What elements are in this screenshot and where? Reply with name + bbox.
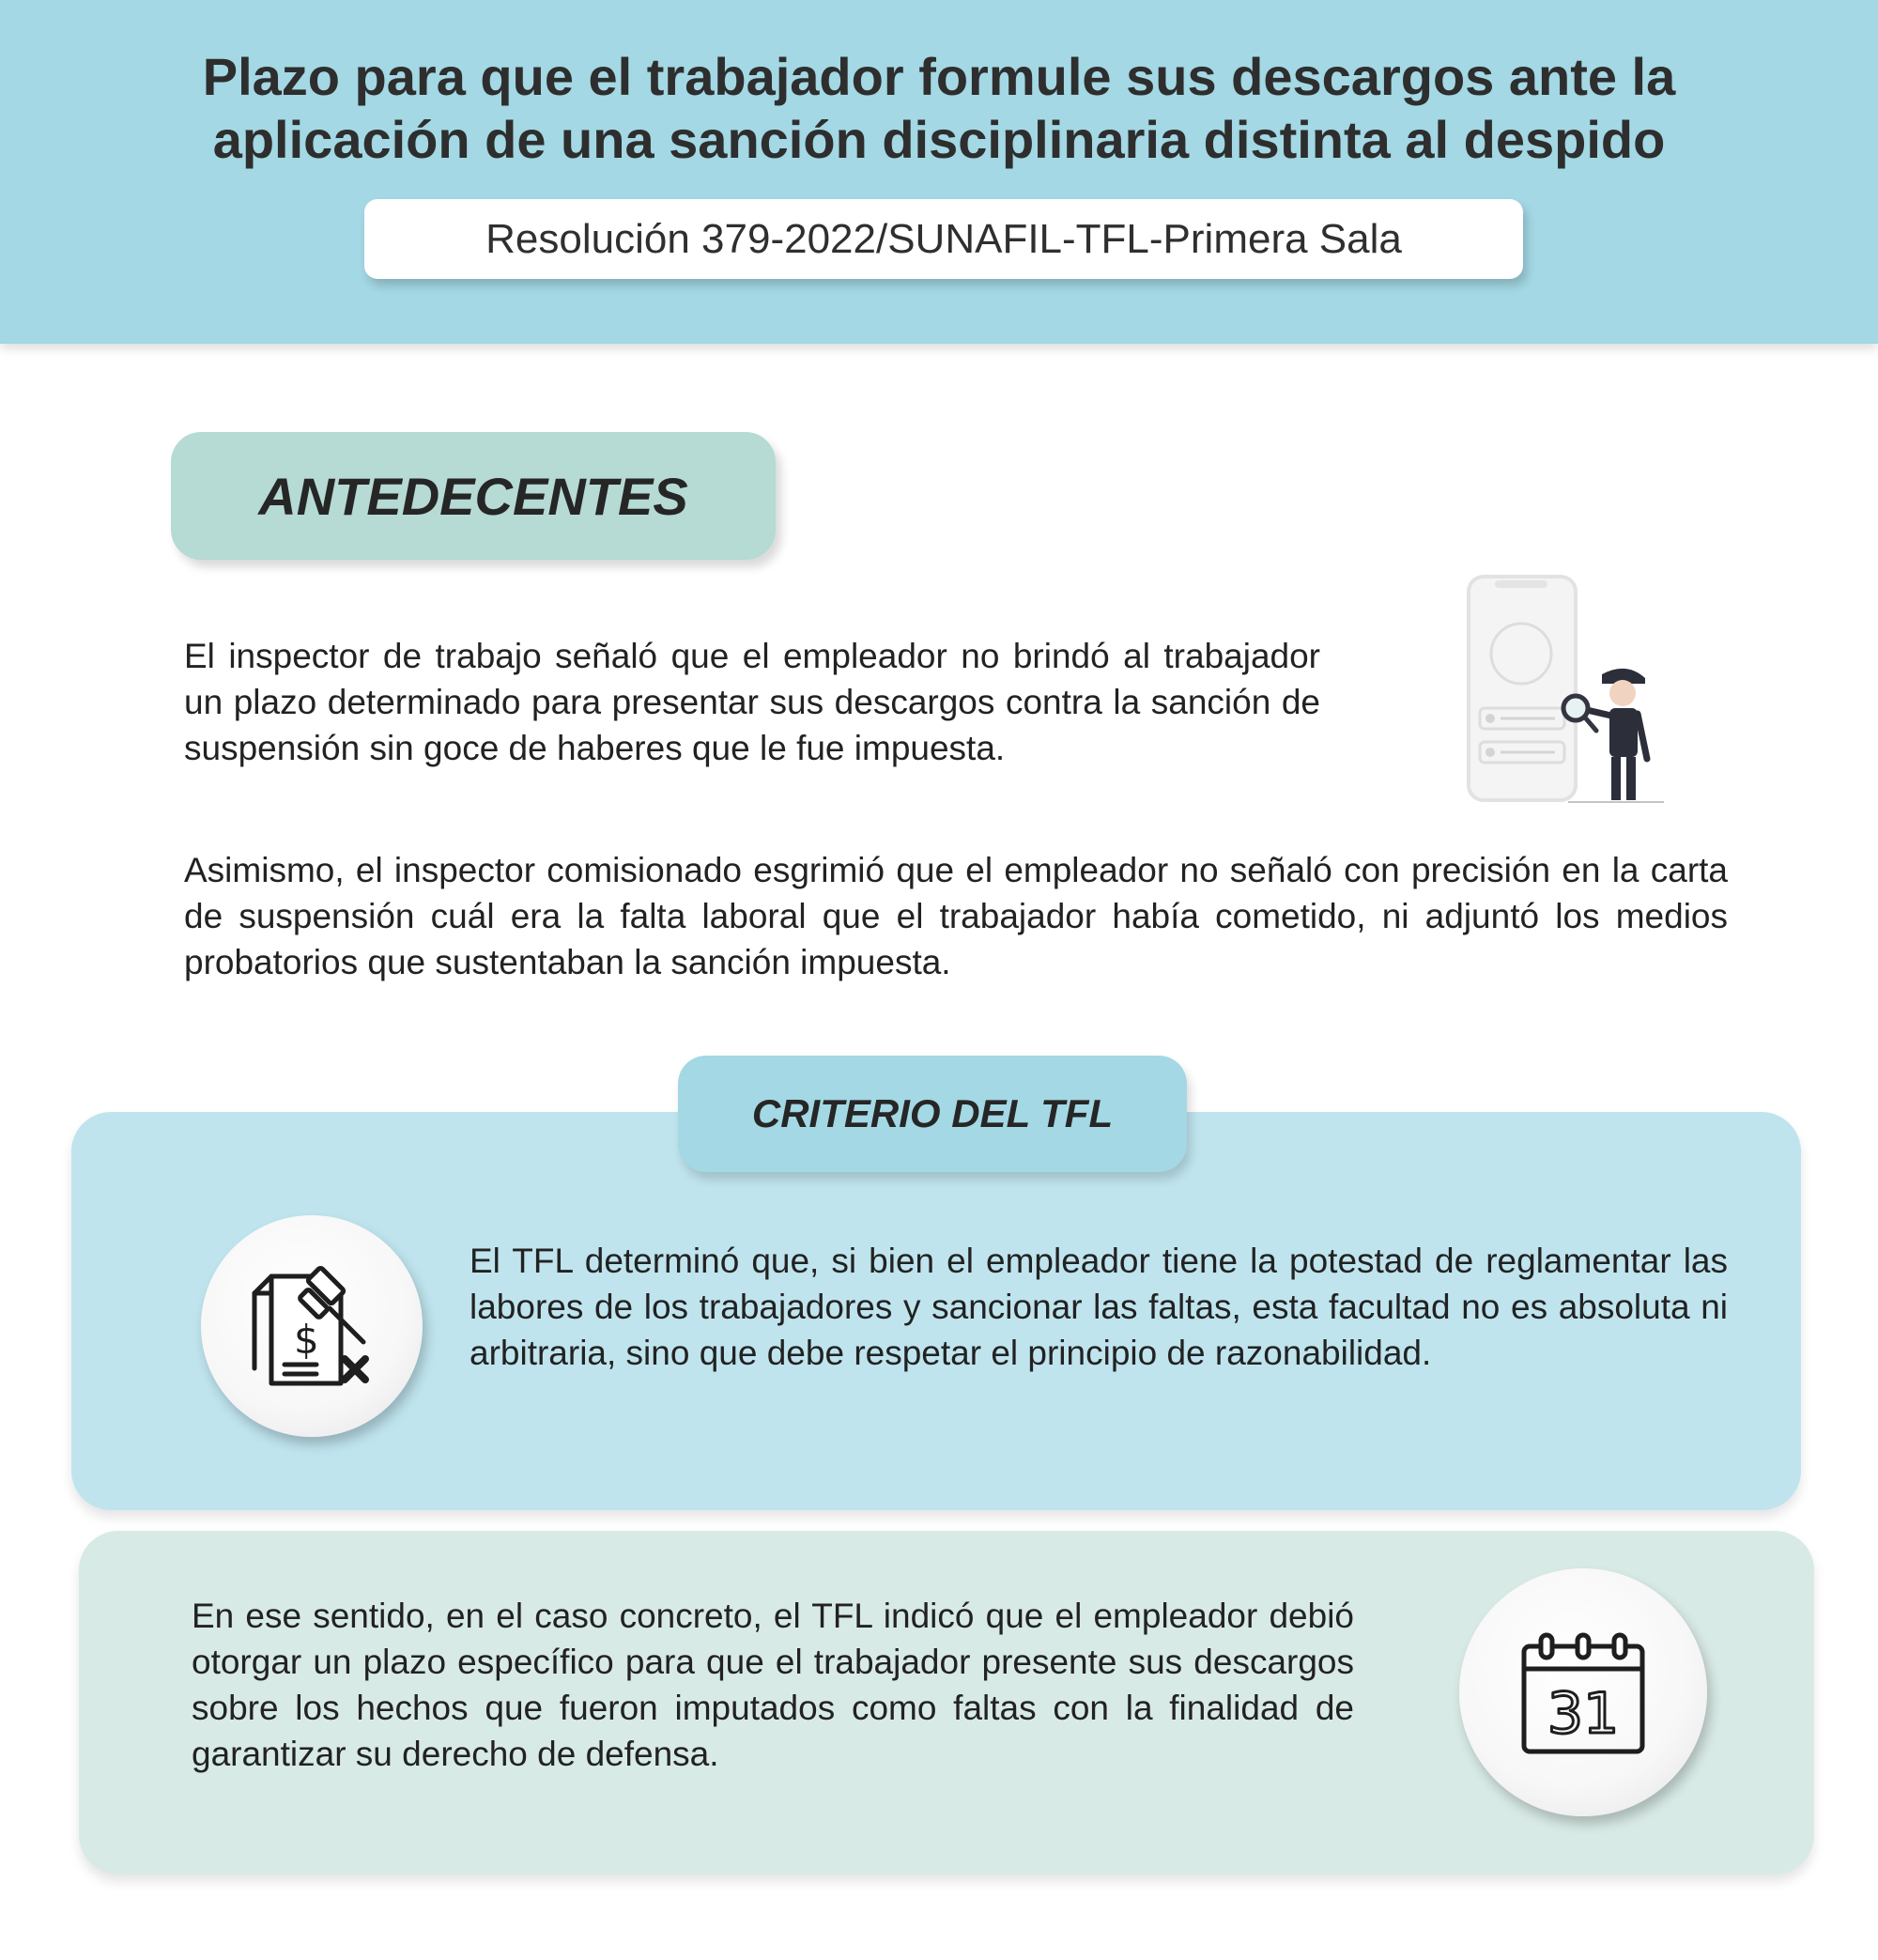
- conclusion-paragraph: En ese sentido, en el caso concreto, el TFL indicó que el empleador debió otorgar un plazo específico para que el trabajador presente sus descargos sobre los hechos que fueron imputados como faltas con la finalidad de garantizar su derecho de defensa.: [192, 1597, 1354, 1773]
- antecedentes-paragraph-1: El inspector de trabajo señaló que el empleador no brindó al trabajador un plazo determinado para presentar sus descargos contra la sanción de suspensión sin goce de haberes que le fue impuesta.: [184, 637, 1320, 767]
- calendar-icon: [1459, 1568, 1707, 1816]
- page-title: Plazo para que el trabajador formule sus descargos ante la aplicación de una sanción disciplinaria distinta al despido: [202, 47, 1676, 169]
- criterio-heading: CRITERIO DEL TFL: [678, 1056, 1187, 1172]
- header-banner: [0, 0, 1878, 344]
- antecedentes-paragraph-2: Asimismo, el inspector comisionado esgrimió que el empleador no señaló con precisión en la carta de suspensión cuál era la falta laboral que el trabajador había cometido, ni adjuntó los medios probatorios que sustentaban la sanción impuesta.: [184, 851, 1728, 981]
- legal-fine-document-icon: [201, 1215, 423, 1437]
- calendar-day-number: 31: [1547, 1681, 1620, 1747]
- inspector-phone-illustration-icon: [1455, 573, 1671, 813]
- criterio-paragraph: El TFL determinó que, si bien el empleador tiene la potestad de reglamentar las labores de los trabajadores y sancionar las faltas, esta facultad no es absoluta ni arbitraria, sino que debe respetar el principio de razonabilidad.: [470, 1242, 1728, 1372]
- svg-text:$: $: [294, 1317, 319, 1363]
- resolution-badge: Resolución 379-2022/SUNAFIL-TFL-Primera Sala: [364, 199, 1523, 279]
- antecedentes-heading: ANTEDECENTES: [171, 432, 776, 560]
